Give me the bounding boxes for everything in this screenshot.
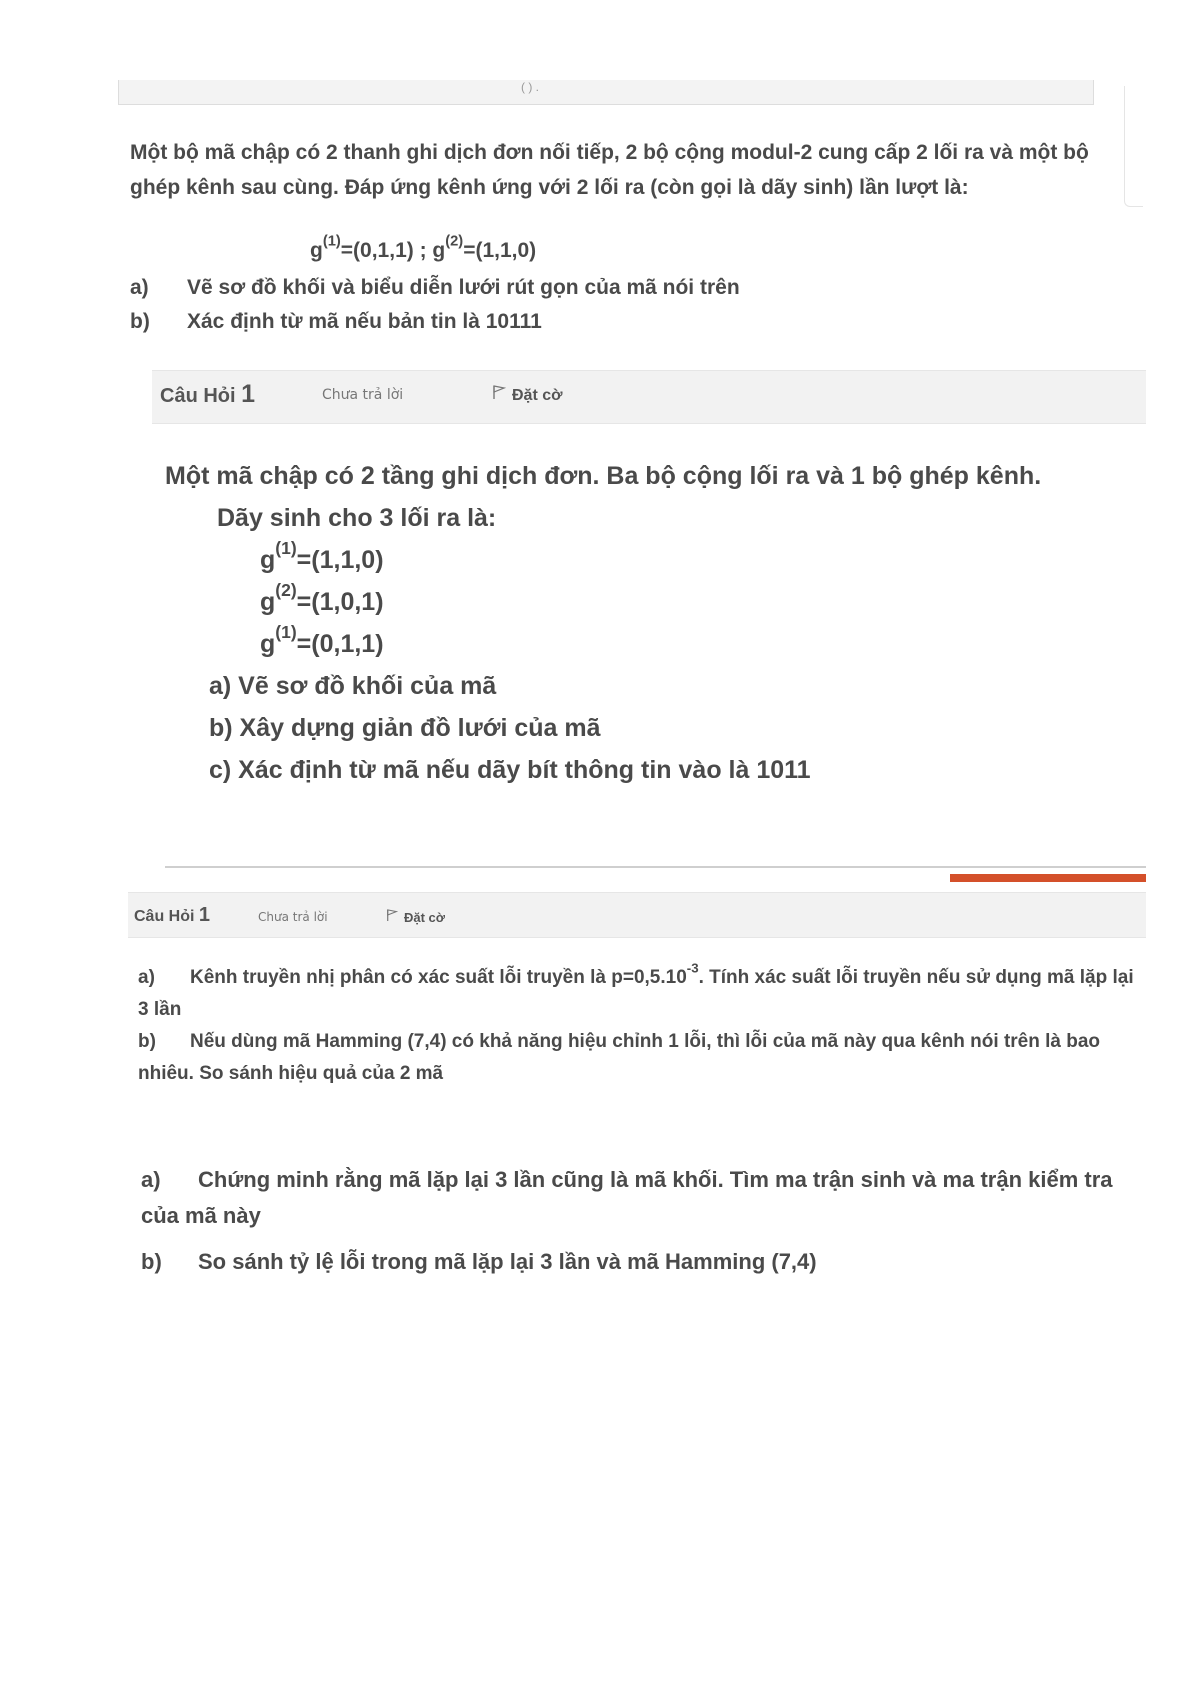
formula-sup1: (1) (322, 233, 341, 250)
gen-sup: (2) (275, 580, 297, 600)
gen-val: =(1,0,1) (296, 588, 384, 616)
side-frame (1124, 86, 1143, 207)
generator-3 (260, 622, 384, 659)
question-header-2 (128, 892, 1146, 938)
question-d (141, 1162, 1141, 1290)
item-label: a) (130, 276, 149, 299)
question-b-line2: Dãy sinh cho 3 lối ra là: (217, 504, 497, 532)
flag-question-button[interactable] (386, 908, 445, 925)
formula-g1: g (310, 239, 323, 262)
item-text-cont: . Tính xác suất lỗi truyền nếu sử dụng mã lặp lại 3 lần (138, 967, 1134, 1020)
question-b-item-a: a) Vẽ sơ đồ khối của mã (209, 672, 497, 700)
gen-val: =(0,1,1) (296, 630, 384, 658)
gen-g: g (260, 588, 276, 616)
answer-status: Chưa trả lời (322, 387, 404, 403)
question-title (134, 904, 210, 927)
question-number: 1 (241, 380, 256, 408)
question-d-item-b (141, 1244, 1141, 1280)
question-c (138, 962, 1138, 1090)
item-label: a) (141, 1167, 161, 1192)
question-header-1 (152, 370, 1146, 424)
item-label: b) (141, 1249, 162, 1274)
item-label: b) (130, 310, 150, 333)
formula-g2: g (432, 239, 446, 262)
item-text: Vẽ sơ đồ khối và biểu diễn lưới rút gọn của mã nói trên (187, 276, 740, 299)
item-text: Nếu dùng mã Hamming (7,4) có khả năng hiệu chỉnh 1 lỗi, thì lỗi của mã này qua kênh nói trên là bao nhiêu. So sánh hiệu quả của 2 mã (138, 1031, 1101, 1084)
gen-g: g (260, 630, 276, 658)
question-title-label: Câu Hỏi (134, 908, 195, 925)
answer-status: Chưa trả lời (258, 910, 328, 924)
gen-sup: (1) (275, 538, 297, 558)
flag-icon (492, 384, 506, 405)
question-a-text: Một bộ mã chập có 2 thanh ghi dịch đơn nối tiếp, 2 bộ cộng modul-2 cung cấp 2 lối ra và một bộ ghép kênh sau cùng. Đáp ứng kênh ứng với 2 lối ra (còn gọi là dãy sinh) lần lượt là: (130, 141, 1089, 199)
question-b-line1: Một mã chập có 2 tầng ghi dịch đơn. Ba bộ cộng lối ra và 1 bộ ghép kênh. (165, 462, 1042, 490)
item-label: b) (138, 1031, 156, 1052)
exponent: -3 (686, 960, 699, 976)
formula-val1: =(0,1,1) ; (340, 239, 433, 262)
item-text: So sánh tỷ lệ lỗi trong mã lặp lại 3 lần và mã Hamming (7,4) (198, 1249, 817, 1274)
flag-label: Đặt cờ (512, 387, 563, 404)
flag-question-button[interactable] (492, 384, 563, 405)
divider-line (165, 866, 1146, 868)
gen-sup: (1) (275, 622, 297, 642)
bar-stub-text: ( ) . (521, 80, 539, 94)
question-number: 1 (198, 904, 211, 926)
question-title-label: Câu Hỏi (160, 385, 236, 407)
item-label: a) (138, 967, 155, 988)
formula-val2: =(1,1,0) (463, 239, 537, 262)
generator-2 (260, 580, 384, 617)
question-c-item-b (138, 1026, 1138, 1090)
flag-label: Đặt cờ (404, 910, 446, 925)
question-a (130, 135, 1090, 333)
question-title (160, 380, 255, 409)
flag-icon (386, 908, 398, 925)
item-text: Kênh truyền nhị phân có xác suất lỗi truyền là p=0,5.10 (190, 967, 687, 988)
formula-sup2: (2) (445, 233, 464, 250)
question-c-item-a (138, 962, 1138, 1026)
accent-bar (950, 874, 1146, 882)
gen-g: g (260, 546, 276, 574)
question-a-formula (310, 233, 537, 263)
previous-question-bar (118, 80, 1094, 105)
item-text: Chứng minh rằng mã lặp lại 3 lần cũng là mã khối. Tìm ma trận sinh và ma trận kiểm tra của mã này (141, 1167, 1113, 1228)
question-d-item-a (141, 1162, 1141, 1234)
item-text: Xác định từ mã nếu bản tin là 10111 (187, 310, 542, 333)
question-a-item-a (130, 276, 740, 300)
question-b-item-c: c) Xác định từ mã nếu dãy bít thông tin vào là 1011 (209, 756, 811, 784)
generator-1 (260, 538, 384, 575)
question-a-item-b (130, 310, 542, 334)
gen-val: =(1,1,0) (296, 546, 384, 574)
question-b-item-b: b) Xây dựng giản đồ lưới của mã (209, 714, 601, 742)
